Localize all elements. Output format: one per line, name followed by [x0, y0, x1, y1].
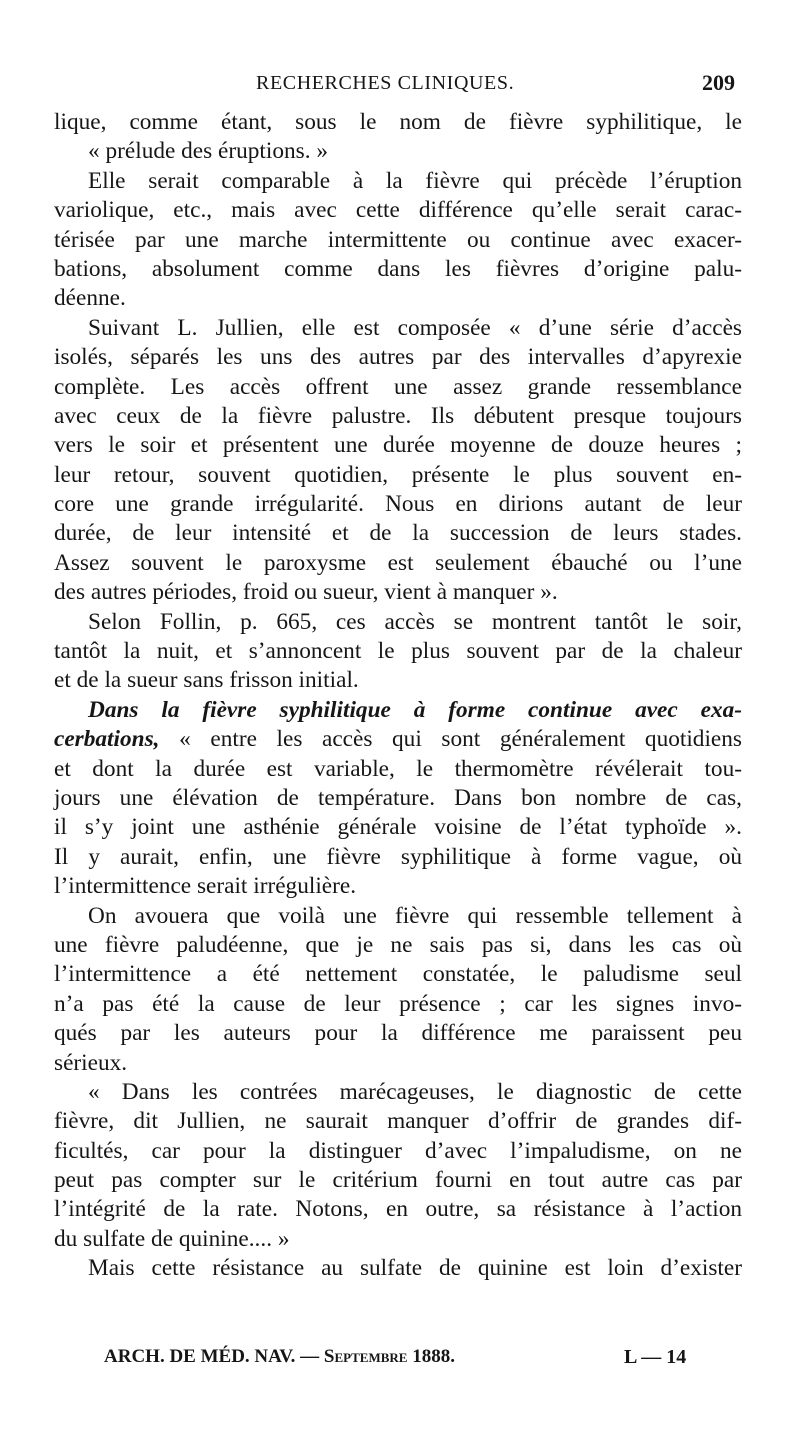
text-line: ficultés, car pour la distinguer d’avec l’impaludisme, on ne [54, 1137, 742, 1164]
text-line: Elle serait comparable à la fièvre qui précède l’éruption [88, 167, 742, 194]
text-line: peut pas compter sur le critérium fourni en tout autre cas par [54, 1167, 742, 1194]
text-line: « prélude des éruptions. » [88, 138, 329, 165]
text-line: déenne. [54, 285, 126, 312]
text-line: jours une élévation de température. Dans bon nombre de cas, [54, 784, 742, 811]
text-line: Il y aurait, enfin, une fièvre syphilitique à forme vague, où [54, 843, 742, 870]
text-line: vers le soir et présentent une durée moyenne de douze heures ; [54, 432, 742, 459]
signature-mark: L — 14 [624, 1346, 687, 1368]
text-line: et dont la durée est variable, le thermomètre révélerait tou- [54, 755, 742, 782]
text-line: complète. Les accès offrent une assez grande ressemblance [54, 373, 742, 400]
text-line: il s’y joint une asthénie générale voisine de l’état typhoïde ». [54, 814, 742, 841]
text-line: bations, absolument comme dans les fièvres d’origine palu- [54, 255, 742, 282]
page-number: 209 [702, 70, 735, 95]
text-line: Selon Follin, p. 665, ces accès se montrent tantôt le soir, [88, 608, 742, 635]
running-title: RECHERCHES CLINIQUES. [256, 72, 515, 94]
footer [0, 1346, 800, 1376]
text-line: fièvre, dit Jullien, ne saurait manquer d’offrir de grandes dif- [54, 1108, 742, 1135]
text-line: lique, comme étant, sous le nom de fièvre syphilitique, le [54, 109, 742, 135]
text-line-italic: Dans la fièvre syphilitique à forme continue avec exa- [88, 696, 742, 723]
text-line: durée, de leur intensité et de la succession de leurs stades. [54, 520, 742, 547]
text-line: avec ceux de la fièvre palustre. Ils débutent presque toujours [54, 402, 742, 429]
text-line: core une grande irrégularité. Nous en dirions autant de leur [54, 491, 742, 518]
text-line: « Dans les contrées marécageuses, le diagnostic de cette [88, 1078, 742, 1105]
text-line-mixed [54, 725, 742, 754]
text-line: n’a pas été la cause de leur présence ; car les signes invo- [54, 990, 742, 1017]
text-line: isolés, séparés les uns des autres par des intervalles d’apyrexie [54, 344, 742, 371]
text-line: une fièvre paludéenne, que je ne sais pas si, dans les cas où [54, 931, 742, 958]
text-line: variolique, etc., mais avec cette différence qu’elle serait carac- [54, 197, 742, 224]
text-line: l’intermittence serait irrégulière. [54, 873, 357, 900]
running-head [0, 72, 800, 102]
text-line: Mais cette résistance au sulfate de quinine est loin d’exister [88, 1255, 742, 1282]
text-line: des autres périodes, froid ou sueur, vient à manquer ». [54, 579, 558, 606]
text-line: et de la sueur sans frisson initial. [54, 667, 359, 694]
text-line: térisée par une marche intermittente ou continue avec exacer- [54, 226, 742, 253]
body-text [54, 108, 742, 1284]
text-line: Assez souvent le paroxysme est seulement ébauché ou l’une [54, 549, 742, 576]
text-line: du sulfate de quinine.... » [54, 1225, 290, 1252]
text-line: qués par les auteurs pour la différence me paraissent peu [54, 1020, 742, 1047]
text-line: tantôt la nuit, et s’annoncent le plus souvent par de la chaleur [54, 638, 742, 665]
text-line: On avouera que voilà une fièvre qui ressemble tellement à [88, 902, 742, 929]
text-segment: « entre les accès qui sont généralement quotidiens [159, 726, 742, 753]
text-line: l’intégrité de la rate. Notons, en outre, sa résistance à l’action [54, 1196, 742, 1223]
italic-phrase: cerbations, [54, 726, 160, 753]
text-line: Suivant L. Jullien, elle est composée « d’une série d’accès [88, 314, 742, 341]
text-line: leur retour, souvent quotidien, présente le plus souvent en- [54, 461, 742, 488]
text-line: sérieux. [54, 1049, 128, 1076]
journal-citation: ARCH. DE MÉD. NAV. — Septembre 1888. [104, 1346, 455, 1367]
text-line: l’intermittence a été nettement constatée, le paludisme seul [54, 961, 742, 988]
